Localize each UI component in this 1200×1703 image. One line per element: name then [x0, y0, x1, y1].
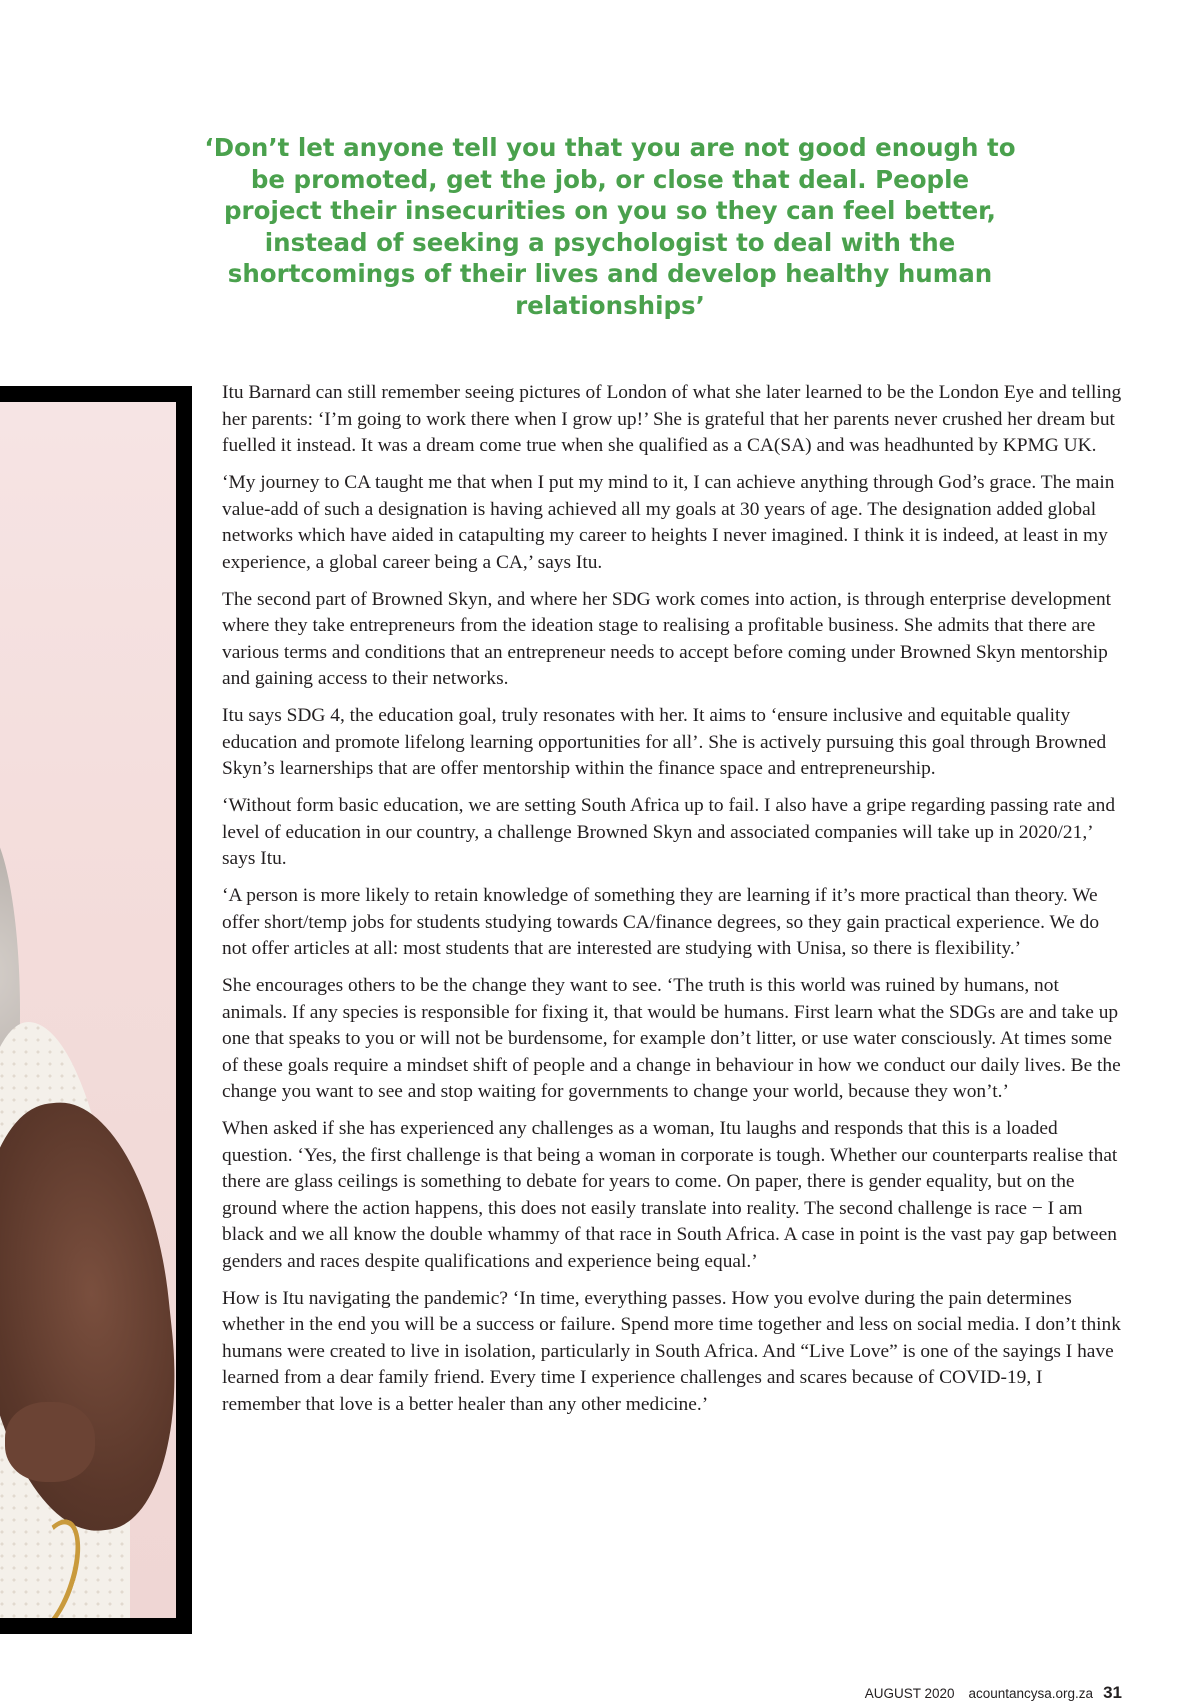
- paragraph-9: How is Itu navigating the pandemic? ‘In time, everything passes. How you evolve during the pain determines whether in the end you will be a success or failure. Spend more time together and less on social media. I don’t think humans were created to live in isolation, particularly in South Africa. And “Live Love” is one of the sayings I have learned from a dear family friend. Every time I experience challenges and scares because of COVID-19, I remember that love is a better healer than any other medicine.’: [222, 1287, 1121, 1415]
- paragraph-6: ‘A person is more likely to retain knowledge of something they are learning if it’s more practical than theory. We offer short/temp jobs for students studying towards CA/finance degrees, so they gain practical experience. We do not offer articles at all: most students that are interested are studying with Unisa, so there is flexibility.’: [222, 885, 1100, 959]
- footer-website: acountancysa.org.za: [968, 1686, 1094, 1701]
- portrait-photo: [0, 402, 176, 1618]
- paragraph-4: Itu says SDG 4, the education goal, truly resonates with her. It aims to ‘ensure inclusive and equitable quality education and promote lifelong learning opportunities for all’. She is actively pursuing this goal through Browned Skyn’s learnerships that are offer mentorship within the finance space and entrepreneurship.: [222, 705, 1107, 779]
- paragraph-7: She encourages others to be the change they want to see. ‘The truth is this world was ruined by humans, not animals. If any species is responsible for fixing it, that would be humans. First learn what the SDGs are and take up one that speaks to you or will not be burdensome, for example don’t litter, or use water consciously. At times some of these goals require a mindset shift of people and a change in behaviour in how we conduct our daily lives. Be the change you want to see and stop waiting for governments to change your world, because they won’t.’: [222, 975, 1121, 1102]
- pull-quote: ‘Don’t let anyone tell you that you are not good enough to be promoted, get the job, or close that deal. People project their insecurities on you so they can feel better, instead of seeking a psychologist to deal with the shortcomings of their lives and develop healthy human relationships’: [204, 133, 1016, 320]
- page-number: 31: [1103, 1683, 1122, 1702]
- paragraph-1: Itu Barnard can still remember seeing pictures of London of what she later learned to be the London Eye and telling her parents: ‘I’m going to work there when I grow up!’ She is grateful that her parents never crushed her dream but fuelled it instead. It was a dream come true when she qualified as a CA(SA) and was headhunted by KPMG UK.: [222, 382, 1122, 456]
- paragraph-3: The second part of Browned Skyn, and where her SDG work comes into action, is through enterprise development where they take entrepreneurs from the ideation stage to realising a profitable business. She admits that there are various terms and conditions that an entrepreneur needs to accept before coming under Browned Skyn mentorship and gaining access to their networks.: [222, 588, 1112, 689]
- paragraph-5: ‘Without form basic education, we are setting South Africa up to fail. I also have a gripe regarding passing rate and level of education in our country, a challenge Browned Skyn and associated companies will take up in 2020/21,’ says Itu.: [222, 795, 1116, 869]
- paragraph-2: ‘My journey to CA taught me that when I put my mind to it, I can achieve anything through God’s grace. The main value-add of such a designation is having achieved all my goals at 30 years of age. The designation added global networks which have aided in catapulting my career to heights I never imagined. I think it is indeed, at least in my experience, a global career being a CA,’ says Itu.: [222, 472, 1115, 573]
- footer-issue: AUGUST 2020: [864, 1686, 955, 1701]
- photo-hand: [5, 1402, 95, 1482]
- page-footer: [865, 1683, 1122, 1703]
- article-body: [222, 380, 1122, 1429]
- paragraph-8: When asked if she has experienced any challenges as a woman, Itu laughs and responds that this is a loaded question. ‘Yes, the first challenge is that being a woman in corporate is tough. Whether our counterparts realise that there are glass ceilings is something to debate for years to come. On paper, there is gender equality, but on the ground where the action happens, this does not easily translate into reality. The second challenge is race − I am black and we all know the double whammy of that race in South Africa. A case in point is the vast pay gap between genders and races despite qualifications and experience being equal.’: [222, 1118, 1118, 1272]
